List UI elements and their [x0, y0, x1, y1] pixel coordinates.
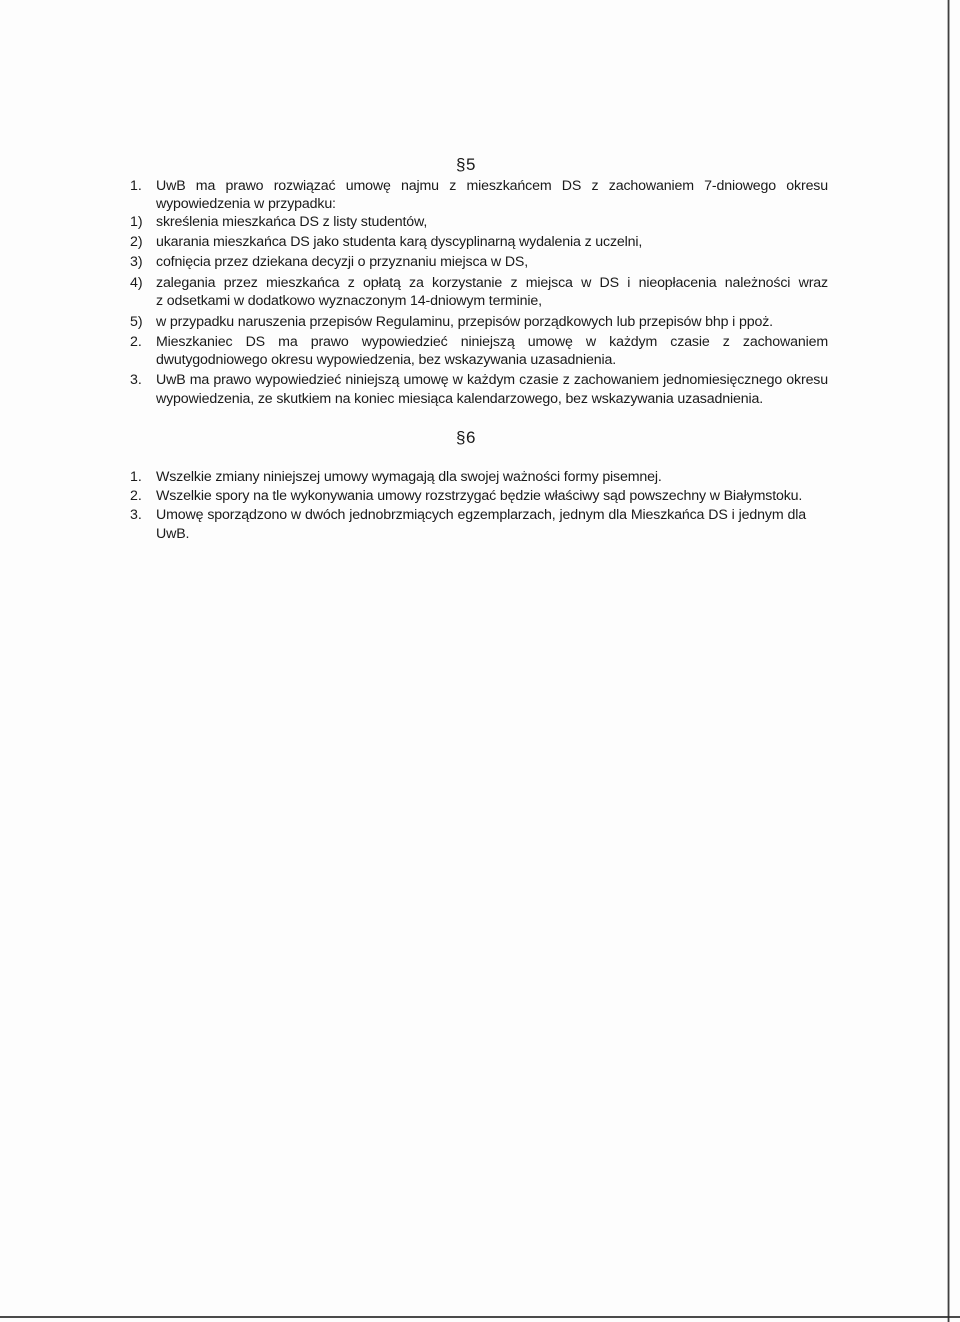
item-number: 1.: [130, 178, 142, 194]
section-6-title: §6: [456, 428, 476, 447]
paragraph-line: Wszelkie spory na tle wykonywania umowy rozstrzygać będzie właściwy sąd powszechny w Białymstoku.: [156, 488, 803, 504]
item-number: 1.: [130, 469, 142, 485]
subitem-text: zalegania przez mieszkańca z opłatą za korzystanie z miejsca w DS i nieopłacenia należności wraz: [156, 275, 828, 291]
paragraph-line: wypowiedzenia, ze skutkiem na koniec miesiąca kalendarzowego, bez wskazywania uzasadnienia.: [156, 391, 763, 407]
paragraph-line: dwutygodniowego okresu wypowiedzenia, bez wskazywania uzasadnienia.: [156, 352, 616, 368]
item-number: 2.: [130, 334, 142, 350]
item-number: 3.: [130, 372, 142, 388]
subitem-number: 5): [130, 314, 143, 330]
scan-edge-right: [947, 0, 950, 1322]
paragraph-line: wypowiedzenia w przypadku:: [156, 196, 336, 212]
subitem-text: skreślenia mieszkańca DS z listy studentów,: [156, 214, 428, 230]
subitem-text-continued: z odsetkami w dodatkowo wyznaczonym 14-dniowym terminie,: [156, 293, 542, 309]
subitem-text: cofnięcia przez dziekana decyzji o przyznaniu miejsca w DS,: [156, 254, 529, 270]
scan-edge-bottom: [0, 1316, 960, 1318]
subitem-number: 2): [130, 234, 143, 250]
subitem-number: 1): [130, 214, 143, 230]
item-number: 3.: [130, 507, 142, 523]
subitem-number: 3): [130, 254, 143, 270]
section-5-title: §5: [456, 155, 476, 174]
subitem-number: 4): [130, 275, 143, 291]
paragraph-line: UwB.: [156, 526, 190, 542]
paragraph-line: UwB ma prawo rozwiązać umowę najmu z mieszkańcem DS z zachowaniem 7-dniowego okresu: [156, 178, 828, 194]
paragraph-line: Mieszkaniec DS ma prawo wypowiedzieć niniejszą umowę w każdym czasie z zachowaniem: [156, 334, 828, 350]
paragraph-line: Wszelkie zmiany niniejszej umowy wymagają dla swojej ważności formy pisemnej.: [156, 469, 662, 485]
subitem-text: ukarania mieszkańca DS jako studenta karą dyscyplinarną wydalenia z uczelni,: [156, 234, 643, 250]
subitem-text: w przypadku naruszenia przepisów Regulaminu, przepisów porządkowych lub przepisów bhp i ppoż.: [156, 314, 773, 330]
paragraph-line: UwB ma prawo wypowiedzieć niniejszą umowę w każdym czasie z zachowaniem jednomiesięcznego okresu: [156, 372, 828, 388]
paragraph-line: Umowę sporządzono w dwóch jednobrzmiących egzemplarzach, jednym dla Mieszkańca DS i jednym dla: [156, 507, 806, 523]
item-number: 2.: [130, 488, 142, 504]
